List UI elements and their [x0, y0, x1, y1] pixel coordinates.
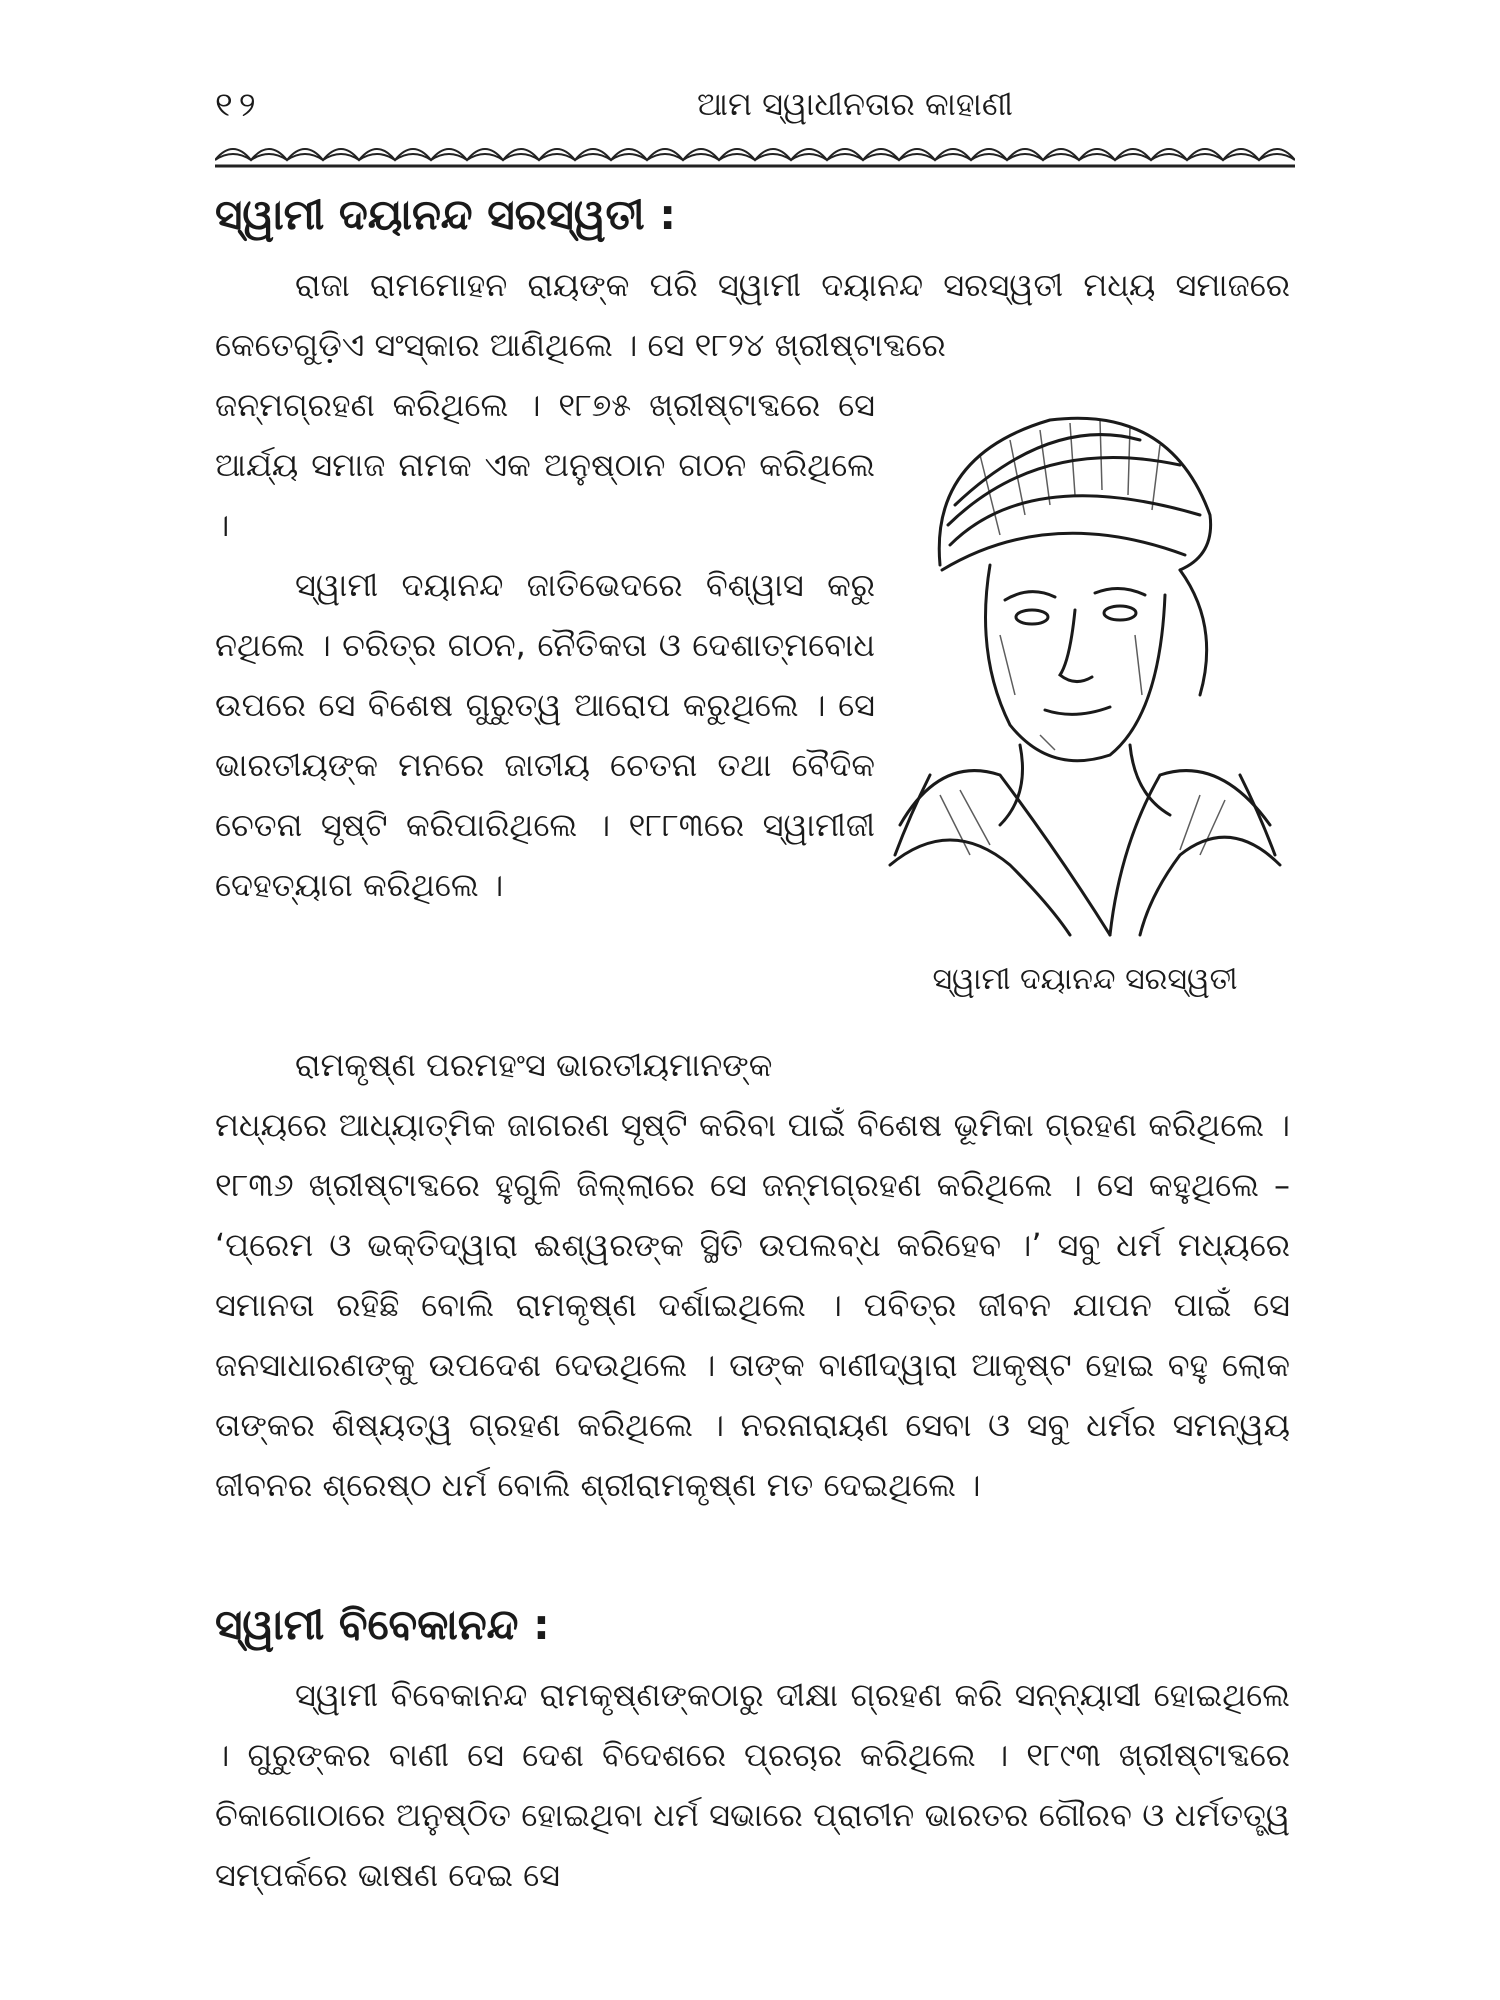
portrait-caption: ସ୍ୱାମୀ ଦୟାନନ୍ଦ ସରସ୍ୱତୀ: [932, 962, 1238, 997]
paragraph-ramakrishna: ମଧ୍ୟରେ ଆଧ୍ୟାତ୍ମିକ ଜାଗରଣ ସୃଷ୍ଟି କରିବା ପାଇଁ ବିଶେଷ ଭୂମିକା ଗ୍ରହଣ କରିଥିଲେ । ୧୮୩୬ ଖ୍ରୀଷ୍ଟାବ୍ଦରେ ହୁଗୁଳି ଜିଲ୍ଲାରେ ସେ ଜନ୍ମଗ୍ରହଣ କରିଥିଲେ । ସେ କହୁଥିଲେ – ‘ପ୍ରେମ ଓ ଭକ୍ତିଦ୍ୱାରା ଈଶ୍ୱରଙ୍କ ସ୍ଥିତି ଉପଲବ୍ଧ କରିହେବ ।’ ସବୁ ଧର୍ମ ମଧ୍ୟରେ ସମାନତା ରହିଛି ବୋଲି ରାମକୃଷ୍ଣ ଦର୍ଶାଇଥିଲେ । ପବିତ୍ର ଜୀବନ ଯାପନ ପାଇଁ ସେ ଜନସାଧାରଣଙ୍କୁ ଉପଦେଶ ଦେଉଥିଲେ । ତାଙ୍କ ବାଣୀଦ୍ୱାରା ଆକୃଷ୍ଟ ହୋଇ ବହୁ ଲୋକ ତାଙ୍କର ଶିଷ୍ୟତ୍ୱ ଗ୍ରହଣ କରିଥିଲେ । ନରନାରାୟଣ ସେବା ଓ ସବୁ ଧର୍ମର ସମନ୍ୱୟ ଜୀବନର ଶ୍ରେଷ୍ଠ ଧର୍ମ ବୋଲି ଶ୍ରୀରାମକୃଷ୍ଣ ମତ ଦେଇଥିଲେ ।: [215, 1106, 1290, 1504]
portrait-swami-dayananda: [880, 395, 1290, 940]
heading-vivekananda: ସ୍ୱାମୀ ବିବେକାନନ୍ଦ :: [215, 1600, 550, 1649]
running-header: [215, 85, 1295, 135]
page-number: ୧୨: [215, 85, 262, 125]
paragraph-dayananda-arya-samaj: ଜନ୍ମଗ୍ରହଣ କରିଥିଲେ । ୧୮୭୫ ଖ୍ରୀଷ୍ଟାବ୍ଦରେ ସେ ଆର୍ଯ୍ୟ ସମାଜ ନାମକ ଏକ ଅନୁଷ୍ଠାନ ଗଠନ କରିଥିଲେ ।: [215, 386, 875, 544]
paragraph-ramakrishna-start: ରାମକୃଷ୍ଣ ପରମହଂସ ଭାରତୀୟମାନଙ୍କ: [295, 1046, 773, 1084]
heading-dayananda: ସ୍ୱାମୀ ଦୟାନନ୍ଦ ସରସ୍ୱତୀ :: [215, 190, 677, 239]
decorative-border: [215, 130, 1295, 170]
book-title: ଆମ ସ୍ୱାଧୀନତାର କାହାଣୀ: [696, 85, 1014, 123]
paragraph-vivekananda: ସ୍ୱାମୀ ବିବେକାନନ୍ଦ ରାମକୃଷ୍ଣଙ୍କଠାରୁ ଦୀକ୍ଷା ଗ୍ରହଣ କରି ସନ୍ନ୍ୟାସୀ ହୋଇଥିଲେ । ଗୁରୁଙ୍କର ବାଣୀ ସେ ଦେଶ ବିଦେଶରେ ପ୍ରଚାର କରିଥିଲେ । ୧୮୯୩ ଖ୍ରୀଷ୍ଟାବ୍ଦରେ ଚିକାଗୋଠାରେ ଅନୁଷ୍ଠିତ ହୋଇଥିବା ଧର୍ମ ସଭାରେ ପ୍ରାଚୀନ ଭାରତର ଗୌରବ ଓ ଧର୍ମତତ୍ତ୍ୱ ସମ୍ପର୍କରେ ଭାଷଣ ଦେଇ ସେ: [215, 1676, 1290, 1894]
paragraph-dayananda-beliefs: ସ୍ୱାମୀ ଦୟାନନ୍ଦ ଜାତିଭେଦରେ ବିଶ୍ୱାସ କରୁ ନଥିଲେ । ଚରିତ୍ର ଗଠନ, ନୈତିକତା ଓ ଦେଶାତ୍ମବୋଧ ଉପରେ ସେ ବିଶେଷ ଗୁରୁତ୍ୱ ଆରୋପ କରୁଥିଲେ । ସେ ଭାରତୀୟଙ୍କ ମନରେ ଜାତୀୟ ଚେତନା ତଥା ବୈଦିକ ଚେତନା ସୃଷ୍ଟି କରିପାରିଥିଲେ । ୧୮୮୩ରେ ସ୍ୱାମୀଜୀ ଦେହତ୍ୟାଗ କରିଥିଲେ ।: [215, 566, 875, 904]
paragraph-dayananda-intro: ରାଜା ରାମମୋହନ ରାୟଙ୍କ ପରି ସ୍ୱାମୀ ଦୟାନନ୍ଦ ସରସ୍ୱତୀ ମଧ୍ୟ ସମାଜରେ କେତେଗୁଡ଼ିଏ ସଂସ୍କାର ଆଣିଥିଲେ । ସେ ୧୮୨୪ ଖ୍ରୀଷ୍ଟାବ୍ଦରେ: [215, 266, 1290, 364]
